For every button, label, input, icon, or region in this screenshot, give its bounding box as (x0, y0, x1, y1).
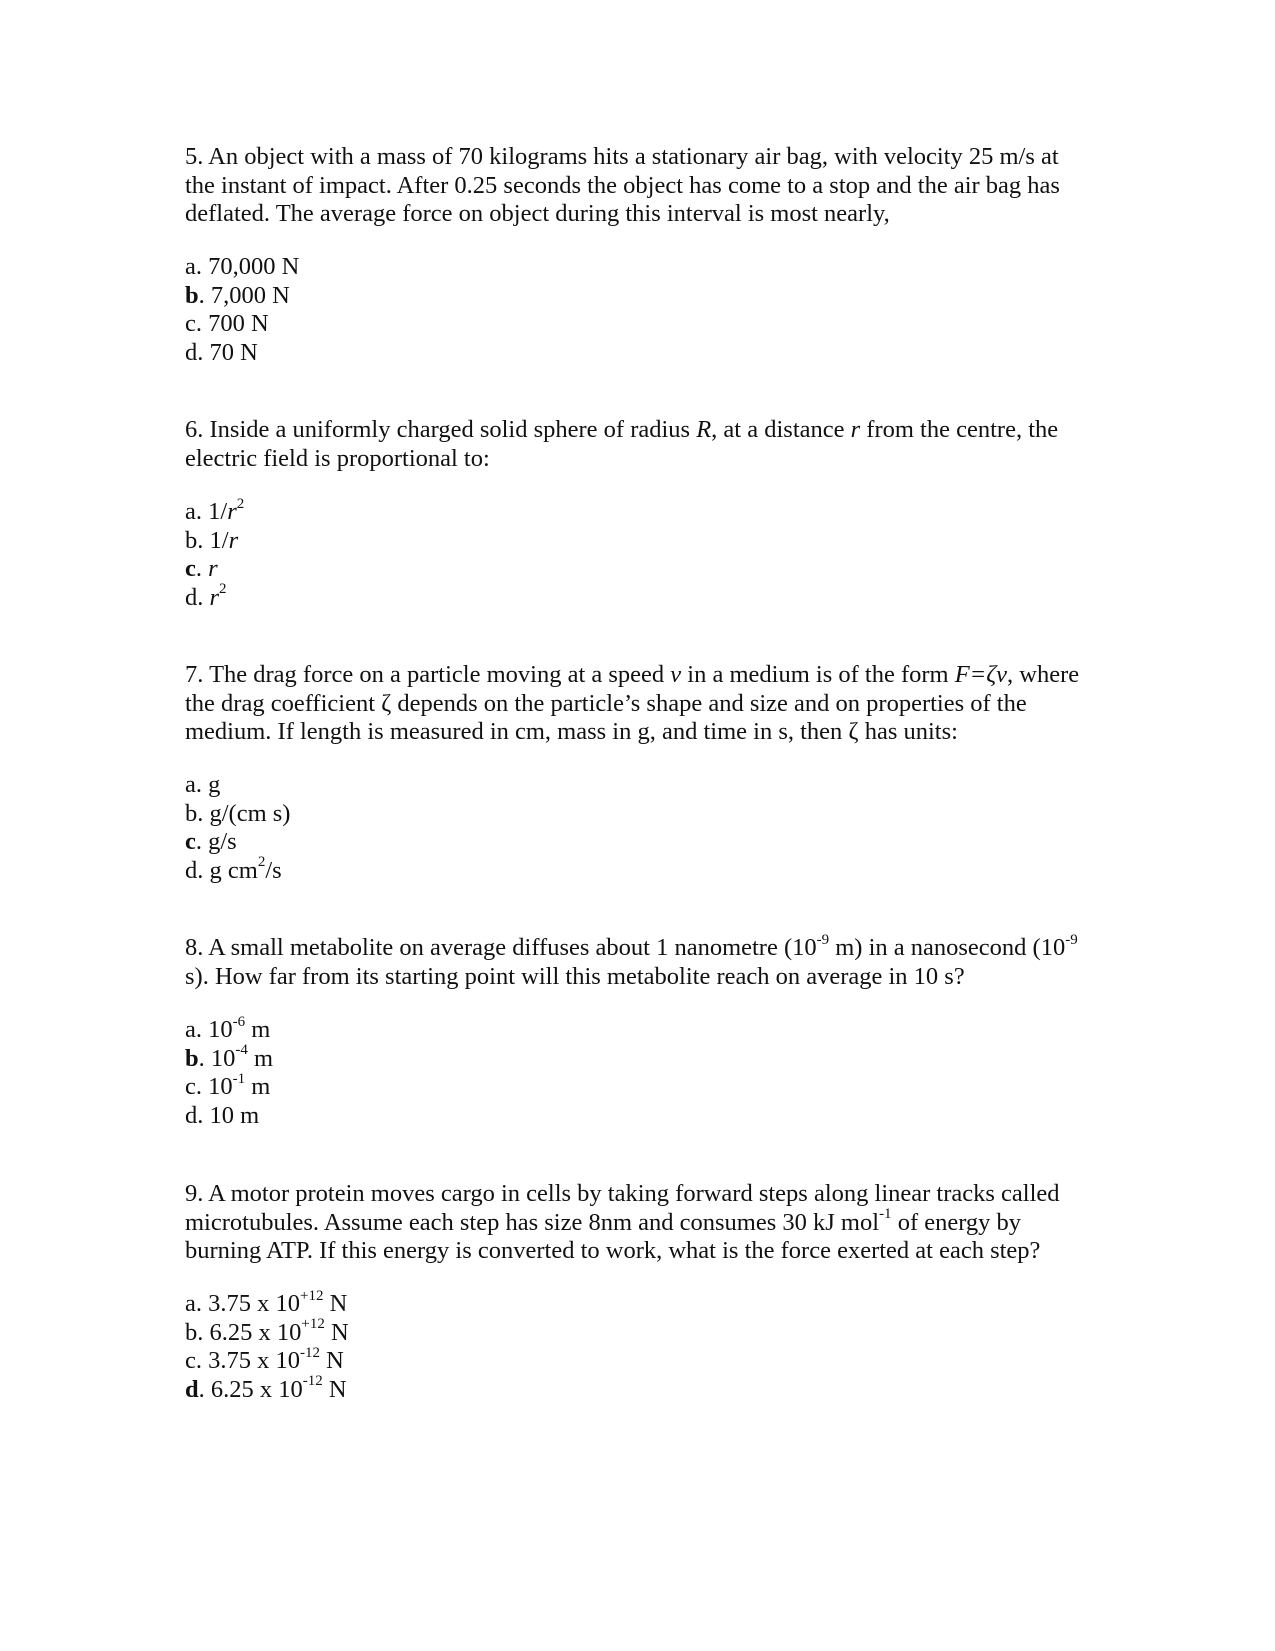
option-b: b. $10^{-4}$ m (185, 1042, 274, 1072)
answer-options (185, 1013, 274, 1130)
option-b: b. 1/r (185, 526, 239, 554)
option-c: c. 3.75 x $10^{-12}$ N (185, 1344, 344, 1374)
question-text: 6. Inside a uniformly charged solid sphere of radius R, at a distance r from the centre, the electric field is proportional to: (185, 416, 1059, 472)
option-b: b. 6.25 x $10^{+12}$ N (185, 1316, 349, 1346)
option-a: a. g (185, 771, 221, 798)
option-a: a. 3.75 x $10^{+12}$ N (185, 1287, 348, 1317)
option-d: d. 6.25 x $10^{-12}$ N (185, 1373, 347, 1403)
option-a: a. 70,000 N (185, 253, 300, 280)
option-b: b. 7,000 N (185, 281, 290, 309)
option-c: c. $10^{-1}$ m (185, 1070, 271, 1100)
question-5 (185, 143, 1090, 366)
question-text: 7. The drag force on a particle moving at a speed v in a medium is of the form F=ζv, where the drag coefficient ζ depends on the particle’s shape and size and on properties of the medium. If length is measured in cm, mass in g, and time in s, then ζ has units: (185, 661, 1080, 745)
question-text: 9. A motor protein moves cargo in cells by taking forward steps along linear tracks called microtubules. Assume each step has size 8nm and consumes 30 kJ mol$^{-1}$ of energy by burning ATP. If this energy is converted to work, what is the force exerted at each step? (185, 1180, 1060, 1264)
option-d: d. g $cm^2/s$ (185, 854, 282, 884)
option-d: d. $r^2$ (185, 581, 227, 611)
answer-options (185, 495, 245, 612)
option-c: c. r (185, 555, 218, 582)
question-7 (185, 661, 1090, 884)
option-b: b. g/(cm s) (185, 799, 291, 827)
option-a: a. $1/r^2$ (185, 495, 245, 525)
question-8 (185, 931, 1090, 1129)
answer-options (185, 771, 290, 885)
question-text: 8. A small metabolite on average diffuses about 1 nanometre ($10^{-9}$ m) in a nanosecond ($10^{-9}$ s). How far from its starting point will this metabolite reach on average in 10 s? (185, 931, 1078, 990)
option-c: c. 700 N (185, 310, 269, 337)
option-d: d. 70 N (185, 338, 258, 366)
question-9 (185, 1180, 1090, 1403)
question-text: 5. An object with a mass of 70 kilograms hits a stationary air bag, with velocity 25 m/s at the instant of impact. After 0.25 seconds the object has come to a stop and the air bag has deflated. The average force on object during this interval is most nearly, (185, 143, 1060, 227)
option-c: c. g/s (185, 828, 237, 855)
answer-options (185, 1287, 349, 1404)
question-6 (185, 416, 1090, 611)
option-a: a. $10^{-6}$ m (185, 1013, 271, 1043)
answer-options (185, 253, 299, 367)
option-d: d. 10 m (185, 1101, 260, 1129)
